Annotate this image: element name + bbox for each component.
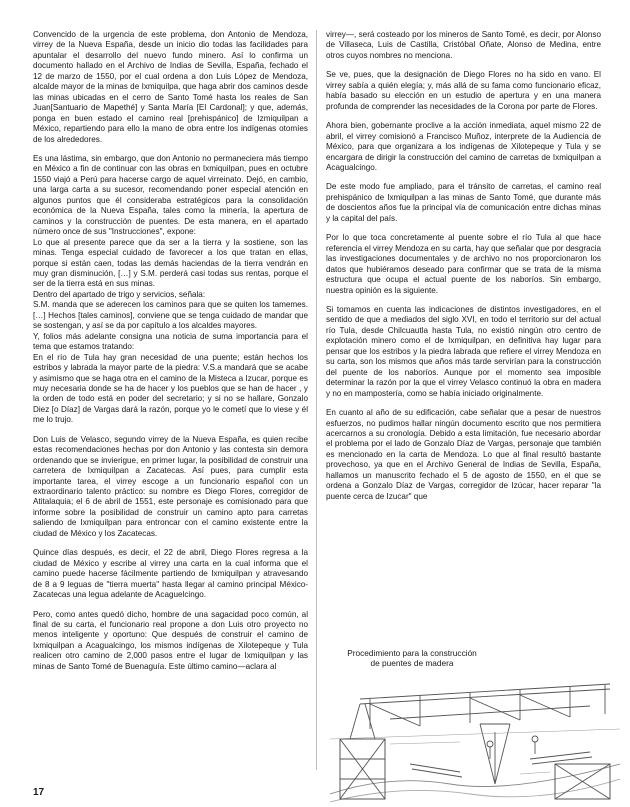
paragraph: Dentro del apartado de trigo y servicios, señala: <box>33 289 206 299</box>
paragraph: En cuanto al año de su edificación, cabe señalar que a pesar de nuestros esfuerzos, no pudimos hallar ningún documento escrito que nos permitiera acercarnos a su cronología. Debido a esta limitación, fue necesario abordar el problema por el lado de Gonzalo Díaz de Vargas, personaje que también es mencionado en la carta de Mendoza. Lo que al final resultó bastante provechoso, ya que en el Archivo General de Indias de Sevilla, España, hallamos un manuscrito fechado el 5 de agosto de 1550, en el que se ordena a Gonzalo Díaz de Vargas, corregidor de Izúcar, hacer reparar "la puente cerca de Izucar" que <box>326 408 601 501</box>
right-column <box>326 30 601 511</box>
bridge-drawing <box>330 644 620 807</box>
page-number: 17 <box>33 787 45 798</box>
paragraph: Quince días después, es decir, el 22 de abril, Diego Flores regresa a la ciudad de México y escribe al virrey una carta en la cual informa que el camino puede hacerse fácilmente partiendo de Ixmiquilpan y atravesando de 8 a 9 leguas de "tierra muerta" hasta llegar al camino principal México-Zacatecas una legua adelante de Acaguelcingo. <box>33 548 308 600</box>
paragraph: Convencido de la urgencia de este problema, don Antonio de Mendoza, virrey de la Nueva España, desde un inicio dio todas las facilidades para apuntalar el desarrollo del nuevo fundo minero. Así lo confirma un documento hallado en el Archivo de Indias de Sevilla, España, fechado el 12 de marzo de 1550, por el cual ordena a don Luis López de Mendoza, alcalde mayor de la minas de Ixmiquilpa, que haga abrir dos caminos desde las minas ubicadas en el cerro de Santo Tomé hasta los reales de San Juan[Santuario de Mapethé] y Santa María [El Cardonal]; y que, además, ponga en buen estado el camino real [prehispánico] de Izmiquilpan a México, repartiendo para ello la mano de obra entre los indígenas otomíes de los alrededores. <box>33 30 308 144</box>
paragraph: Por lo que toca concretamente al puente sobre el río Tula al que hace referencia el virrey Mendoza en su carta, hay que señalar que por desgracia las investigaciones documentales y de archivo no nos proporcionaron los datos que hubiéramos deseado para confirmar que se trata de la misma estructura que ocupa el actual puente de los naboríos. Sin embargo, nuestra opinión es la siguiente. <box>326 233 601 295</box>
column-divider <box>316 30 317 770</box>
paragraph: Y, folios más adelante consigna una noticia de suma importancia para el tema que estamos tratando: <box>33 331 308 352</box>
paragraph: virrey—, será costeado por los mineros de Santo Tomé, es decir, por Alonso de Villaseca, Luis de Castilla, Cristóbal Oñate, Alonso de Medina, entre otros cuyos nombres no menciona. <box>326 30 601 60</box>
bridge-construction-illustration <box>330 644 620 807</box>
left-column <box>33 30 308 681</box>
quotation: S.M. manda que se aderecen los caminos para que se quiten los tamemes. […] Hechos [tales caminos], conviene que se tenga cuidado de mandar que se sostengan, y así se da por capítulo a los alcaldes mayores. <box>33 300 308 331</box>
paragraph: Ahora bien, gobernante proclive a la acción inmediata, aquel mismo 22 de abril, el virrey comisionó a Francisco Muñoz, interprete de la Audiencia de México, para que organizara a los indígenas de Xilotepeque y Tula y se encargara de dirigir la construcción del camino de carretas de Ixmiquilpan a Acagualcingo. <box>326 121 601 172</box>
paragraph: Es una lástima, sin embargo, que don Antonio no permaneciera más tiempo en México a fin de continuar con las obras en Ixmiquilpan, pues en octubre 1550 viajó a Perú para hacerse cargo de aquel virreinato. Dejó, en cambio, una larga carta a su sucesor, recomendando poner especial atención en algunos puntos que él consideraba estratégicos para la consolidación económica de la Nueva España, tales como la minería, la apertura de caminos y la construcción de puentes. De esta manera, en el apartado número once de sus "Instrucciones", expone: <box>33 153 308 237</box>
quotation: Lo que al presente parece que da ser a la tierra y la sostiene, son las minas. Tenga especial cuidado de favorecer a los que tratan en ellas, porque si están caen, todas las demás haciendas de la tierra vendrán en muy gran disminución, […] y S.M. perderá casi todas sus rentas, porque el ser de la tierra está en sus minas. <box>33 237 308 289</box>
paragraph: Se ve, pues, que la designación de Diego Flores no ha sido en vano. El virrey sabía a quién elegía; y, más allá de su fama como funcionario eficaz, había basado su elección en un estudio de apertura y en una manera profunda de comprender las necesidades de la Corona por parte de Flores. <box>326 70 601 111</box>
paragraph: Si tomamos en cuenta las indicaciones de distintos investigadores, en el sentido de que a mediados del siglo XVI, en todo el territorio sur del actual río Tula, desde Chilcuautla hasta Tula, no existió ningún otro centro de explotación minero como el de Ixmiquilpan, en definitiva hay lugar para pensar que los estribos y la piedra labrada que refiere el virrey Mendoza en su carta, son los mismos que años más tarde servirían para la construcción del puente de los naboríos. Aunque por el momento sea imposible determinar la razón por la que el virrey Velasco continuó la obra en madera y no en mampostería, como se había iniciado originalmente. <box>326 304 601 398</box>
paragraph: Don Luis de Velasco, segundo virrey de la Nueva España, es quien recibe estas recomendaciones hechas por don Antonio y las contesta sin demora ordenando que se invierigue, en primer lugar, la posibilidad de construir una carretera de Ixmiquilpan a Zacatecas. Así pues, para cumplir esta importante tarea, el virrey escoge a un funcionario español con un extraordinario talento práctico: su nombre es Diego Flores, corregidor de Atitalaquia; el 6 de abril de 1551, este personaje es comisionado para que informe sobre la posibilidad de construir un camino apto para carretas saliendo de Ixmiquilpan para entroncar con el camino existente entre la ciudad de México y los Zacatecas. <box>33 434 308 538</box>
figure-caption: Procedimiento para la construcción de puentes de madera <box>347 648 477 668</box>
quotation: En el río de Tula hay gran necesidad de una puente; están hechos los estribos y labrada la mayor parte de la piedra: V.S.a mandará que se acabe y asimismo que se haga otra en el camino de la Misteca a Izucar, porque es muy necesaria donde se ha de hacer y los pueblos que se han de hacer , y la orden de todo está en poder del secretario; y si no se hallare, Gonzalo Diez [o Díaz] de Vargas dará la razón, porque yo le cometí que lo viese y él me lo trujo. <box>33 352 308 425</box>
paragraph: Pero, como antes quedó dicho, hombre de una sagacidad poco común, al final de su carta, el funcionario real propone a don Luis otro proyecto no menos inteligente y oportuno: Que después de construir el camino de Ixmiquilpan a Acagualcingo, los mismos indígenas de Xilotepeque y Tula realicen otro camino de 2,000 pasos entre el lugar de Ixmiquilpan y las minas de Santo Tomé de Buenaguía. Este último camino—aclara al <box>33 609 308 671</box>
paragraph: De este modo fue ampliado, para el tránsito de carretas, el camino real prehispánico de Ixmiquilpan a las minas de Santo Tomé, que durante más de doscientos años fue la principal vía de comunicación entre dichas minas y la capital del país. <box>326 182 601 223</box>
